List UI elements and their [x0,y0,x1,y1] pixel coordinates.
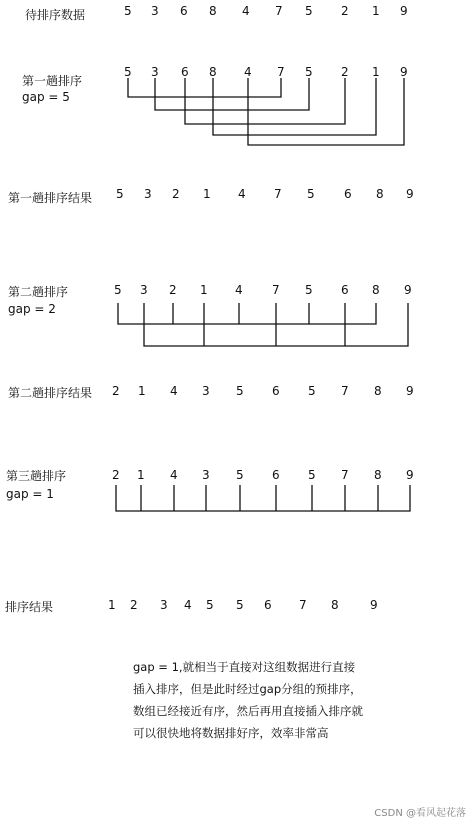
watermark: CSDN @看风起花落 [374,808,466,819]
result1-value-4: 1 [203,187,211,201]
pass2-value-4: 1 [200,283,208,297]
pass2-value-5: 4 [235,283,243,297]
initial-value-6: 7 [275,4,283,18]
result2-value-10: 9 [406,384,414,398]
initial-value-9: 1 [372,4,380,18]
result1-value-9: 8 [376,187,384,201]
pass3-value-1: 2 [112,468,120,482]
pass2-gap-label: gap = 2 [8,302,56,316]
pass2-value-2: 3 [140,283,148,297]
note-line: 数组已经接近有序，然后再用直接插入排序就 [133,704,363,718]
result1-value-5: 4 [238,187,246,201]
pass1-group-1-bracket [128,78,281,97]
pass2-value-6: 7 [272,283,280,297]
pass2-label: 第二趟排序 [8,285,69,299]
result2-value-9: 8 [374,384,382,398]
pass3-value-9: 8 [374,468,382,482]
pass2-value-10: 9 [404,283,412,297]
pass1-value-6: 7 [277,65,285,79]
initial-value-2: 3 [151,4,159,18]
result2-value-5: 5 [236,384,244,398]
result2-value-3: 4 [170,384,178,398]
pass3-value-8: 7 [341,468,349,482]
pass1-value-7: 5 [305,65,313,79]
pass1-value-3: 6 [181,65,189,79]
result1-value-1: 5 [116,187,124,201]
pass3-value-7: 5 [308,468,316,482]
pass3-value-10: 9 [406,468,414,482]
initial-value-7: 5 [305,4,313,18]
initial-value-1: 5 [124,4,132,18]
pass2-value-9: 8 [372,283,380,297]
result2-value-2: 1 [138,384,146,398]
pass1-value-9: 1 [372,65,380,79]
initial-value-8: 2 [341,4,349,18]
result2-label: 第二趟排序结果 [8,386,93,400]
result2-value-1: 2 [112,384,120,398]
initial-value-10: 9 [400,4,408,18]
final-value-9: 8 [331,598,339,612]
initial-value-5: 4 [242,4,250,18]
pass1-value-10: 9 [400,65,408,79]
pass1-label: 第一趟排序 [22,74,83,88]
pass2-group-even-bracket [118,303,376,324]
note-line: 可以很快地将数据排好序，效率非常高 [133,726,329,740]
pass1-group-3-bracket [185,78,345,124]
pass1-group-2-bracket [155,78,309,110]
result1-value-8: 6 [344,187,352,201]
final-value-5: 5 [206,598,214,612]
pass3-label: 第三趟排序 [6,469,67,483]
result2-value-7: 5 [308,384,316,398]
final-value-1: 1 [108,598,116,612]
pass3-value-2: 1 [137,468,145,482]
result2-value-6: 6 [272,384,280,398]
result1-value-6: 7 [274,187,282,201]
pass3-brackets [116,485,410,511]
result2-value-8: 7 [341,384,349,398]
pass1-value-1: 5 [124,65,132,79]
result1-value-10: 9 [406,187,414,201]
result1-value-7: 5 [307,187,315,201]
final-value-8: 7 [299,598,307,612]
final-result-label: 排序结果 [5,600,54,614]
note-line: 插入排序，但是此时经过gap分组的预排序， [133,682,362,696]
pass3-value-3: 4 [170,468,178,482]
result1-value-2: 3 [144,187,152,201]
final-value-6: 5 [236,598,244,612]
final-value-10: 9 [370,598,378,612]
initial-value-4: 8 [209,4,217,18]
pass3-value-4: 3 [202,468,210,482]
explanation-note [133,656,373,744]
pass2-brackets [118,303,408,346]
result1-label: 第一趟排序结果 [8,191,93,205]
pass2-value-8: 6 [341,283,349,297]
final-value-2: 2 [130,598,138,612]
final-value-3: 3 [160,598,168,612]
pass1-value-5: 4 [244,65,252,79]
pass1-gap-label: gap = 5 [22,90,70,104]
result2-value-4: 3 [202,384,210,398]
initial-value-3: 6 [180,4,188,18]
pass1-group-4-bracket [213,78,376,135]
result1-value-3: 2 [172,187,180,201]
note-line: gap = 1,就相当于直接对这组数据进行直接 [133,660,356,674]
pass3-value-5: 5 [236,468,244,482]
pass2-value-3: 2 [169,283,177,297]
pass3-gap-label: gap = 1 [6,487,54,501]
pass3-group-bracket [116,485,410,511]
pass1-brackets [128,78,404,145]
pass2-value-7: 5 [305,283,313,297]
pass1-value-2: 3 [151,65,159,79]
final-value-4: 4 [184,598,192,612]
pass2-value-1: 5 [114,283,122,297]
final-value-7: 6 [264,598,272,612]
initial-data-label: 待排序数据 [25,8,86,22]
pass3-value-6: 6 [272,468,280,482]
pass1-value-8: 2 [341,65,349,79]
pass1-value-4: 8 [209,65,217,79]
